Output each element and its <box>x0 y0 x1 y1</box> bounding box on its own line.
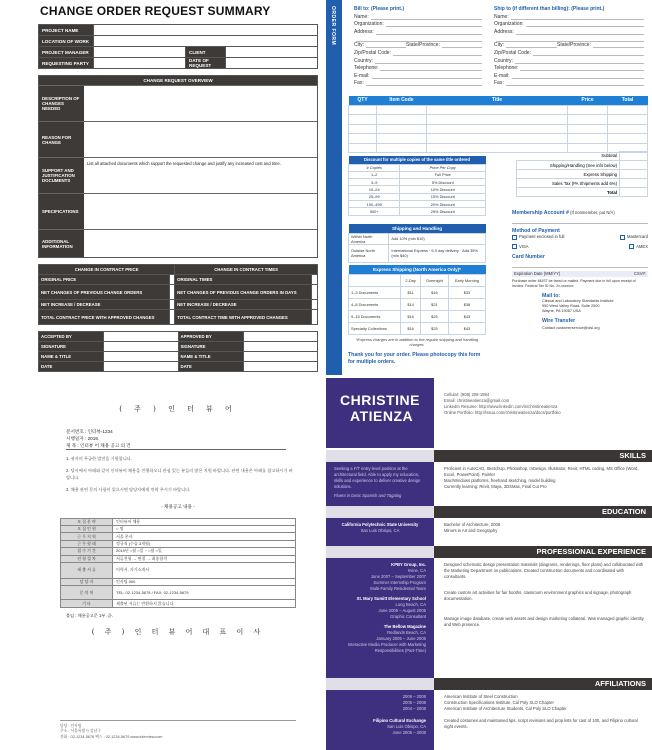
col-header: Total <box>608 96 648 105</box>
membership-input[interactable] <box>512 216 648 224</box>
addr-label: City: <box>354 42 364 49</box>
list-item: Mac/Windows platforms, freehand sketching, model building <box>444 478 556 483</box>
order-form-document <box>326 0 652 375</box>
addr-field[interactable] <box>354 21 482 29</box>
subtotal-value[interactable] <box>620 188 648 197</box>
change-order-document <box>38 0 318 375</box>
po-note: Purchase order MUST be faxed or mailed. Payment due in full upon receipt of invoice. Federal Tax ID No. 2x-xxxxxxx <box>512 279 636 289</box>
affiliations-right <box>444 694 644 730</box>
addr-label: Country: <box>354 57 373 64</box>
addr-field[interactable] <box>494 21 644 29</box>
table-row[interactable] <box>349 134 648 144</box>
section-title: AFFILIATIONS <box>594 679 646 688</box>
table-row: 근 무 형 태 정규직 (수습 3개월) <box>61 540 296 547</box>
checkbox-icon <box>620 235 625 240</box>
overview-label: REASON FOR CHANGE <box>39 122 84 157</box>
addr-field[interactable] <box>354 80 482 88</box>
overview-row[interactable] <box>39 229 317 257</box>
field-value[interactable] <box>226 47 318 58</box>
checkbox-icon <box>629 244 634 249</box>
addr-field[interactable] <box>354 58 482 66</box>
affiliations-left: 2006 – 2008 2005 – 2008 2004 – 2008 Filipino Cultural Exchange San Luis Obispo, CA June 2005 – 2008 <box>326 690 434 750</box>
mail-address: Clinical and Laboratory Standards Institute 950 West Valley Road, Suite 2500 Wayne, PA 19087 USA <box>542 299 614 314</box>
payment-option[interactable]: VISA <box>512 244 529 250</box>
section-band-skills <box>326 450 652 462</box>
change-order-title: CHANGE ORDER REQUEST SUMMARY <box>40 4 271 18</box>
name-last: ATIENZA <box>350 408 414 424</box>
field-label: REQUESTING PARTY <box>39 58 94 69</box>
contract-change-table <box>38 264 318 325</box>
addr-label: E-mail: <box>494 72 510 79</box>
table-row: 4–8 Documents $14 $21 $38 <box>349 298 486 310</box>
thanks-text: Thank you for your order. Please photocopy this form for multiple orders. <box>348 352 481 365</box>
overview-text <box>84 86 317 121</box>
table-row: 10–24 10% Discount <box>349 186 486 193</box>
col-header: Item Code <box>377 96 427 105</box>
table-row: 접 수 기 간 2019년 ○월 ○일 ~ ○월 ○일 <box>61 548 296 555</box>
payment-option[interactable]: Payment enclosed in full <box>512 234 564 240</box>
side-label: ORDER FORM <box>330 6 336 46</box>
table-row: Within North America Add 10% (min $10) <box>349 233 486 244</box>
letter-meta: 문서번호 : 인터뷰-1234 시행일자 : 2019. 제 목 : 인터뷰 어 채용 공고 의 건 <box>66 428 318 450</box>
portfolio-link[interactable]: Online Portfolio: http://issuu.com/christineatienza/docs/portfolio <box>444 410 561 415</box>
subtotal-label: Sales Tax (PA Shipments add 6%) <box>517 179 620 188</box>
list-item: American Institute of Steel Construction <box>444 694 518 699</box>
addr-field[interactable] <box>494 73 644 81</box>
sign-value[interactable] <box>104 362 179 372</box>
table-row: 기 타 제출된 서류는 반환하지 않습니다. <box>61 600 296 607</box>
overview-label: SPECIFICATIONS <box>39 194 84 229</box>
list-item: Create custom art activities for fair booths, classroom environment graphics and signage, photograph documentation. <box>444 590 632 601</box>
price-label: ORIGINAL PRICE <box>39 275 170 285</box>
addr-field[interactable] <box>494 50 644 58</box>
addr-field[interactable] <box>354 50 482 58</box>
state-label: State/Province: <box>406 42 440 49</box>
ship-to-block <box>494 6 644 88</box>
table-row: 1–3 Documents $11 $16 $33 <box>349 286 486 298</box>
table-row: 1–2 Full Price <box>349 171 486 178</box>
overview-row[interactable] <box>39 85 317 121</box>
addr-label: Address: <box>494 28 514 35</box>
overview-label: ADDITIONAL INFORMATION <box>39 230 84 257</box>
addr-label: E-mail: <box>354 72 370 79</box>
price-label: NET CHANGES OF PREVIOUS CHANGE ORDERS <box>39 285 170 300</box>
resume-document <box>326 378 652 750</box>
order-form-sidebar <box>326 0 342 375</box>
table-row[interactable] <box>349 115 648 125</box>
discount-table <box>348 156 486 216</box>
table-row: 100–499 20% Discount <box>349 200 486 207</box>
subtotal-label: Total <box>517 188 620 197</box>
linkedin-link[interactable]: LinkedIn Resume: http://www.linkedin.com/in/christineatienza <box>444 404 558 409</box>
wire-contact[interactable]: Contact customerservice@clsi.org <box>542 325 600 330</box>
field-value[interactable] <box>94 47 186 58</box>
list-item: American Institute of Architecture Students, Cal Poly SLO Chapter <box>444 706 567 711</box>
name-first: CHRISTINE <box>340 392 420 408</box>
addr-field[interactable] <box>494 29 644 37</box>
education-right: Bachelor of Architecture, 2008 Minors in Art and Geography <box>444 522 501 533</box>
sign-label: DATE <box>178 362 243 372</box>
table-row: 근 무 지 역 서울 본사 <box>61 533 296 540</box>
list-item: Designed schematic design presentation materials (diagrams, renderings, floor plans) and collaborated with the Marketing Department on publications. Created construction documents and coordinated with consultants. <box>444 562 644 579</box>
addr-field[interactable] <box>494 65 644 73</box>
overview-text: List all attached documents which support the requested change and justify any increased cost and time. <box>87 161 281 166</box>
letter-title: ( 주 ) 인 터 뷰 어 <box>119 405 237 413</box>
experience-left: KPBY Group, Inc. Irvine, CA June 2007 – September 2007 Summer Internship Program Multi-Family Residential Team St. Mary Sumitt Elementary School Long Beach, CA June 2005 – August 2005 Graphic Consultant The Bellow Magazine Redlands Beach, CA January 2005 – June 2005 Interactive Media Producer with Marketing Responsibilities (Part-Time) <box>326 558 434 678</box>
table-row: 문 의 처 TEL: 02-1234-5678 / FAX: 02-1234-5679 <box>61 586 296 600</box>
table-row: 담 당 자 인사팀 000 <box>61 578 296 585</box>
letter-paragraph: 2. 당사에서 아래와 같이 인터뷰어 채용을 진행하오니 관심 있는 분들의 많은 지원 바랍니다. 관련 내용은 아래를 참고하시기 바랍니다. <box>66 468 293 480</box>
addr-field[interactable] <box>494 14 644 22</box>
sign-label: SIGNATURE <box>39 342 104 352</box>
sign-label: NAME & TITLE <box>39 352 104 362</box>
csv-label[interactable]: CSV#: <box>633 271 646 277</box>
section-title: SKILLS <box>619 451 646 460</box>
time-value[interactable] <box>312 300 318 310</box>
list-item: Created costumes and maintained tips, script revisions and prop lists for cast of 100, and Filipino cultural night events. <box>444 718 638 729</box>
table-row: 25–99 15% Discount <box>349 193 486 200</box>
table-row[interactable] <box>349 124 648 134</box>
subtotal-value[interactable] <box>620 161 648 170</box>
overview-text <box>84 194 317 229</box>
email-link[interactable]: Email: christineatienza@gmail.com <box>444 398 510 403</box>
express-shipping-table: Express Shipping (North America Only)* 2-Day Overnight Early Morning 1–3 Documents $11 $16 $33 4–8 Documents $14 $21 $38 9–15 Documents $16 $25 $43 Specialty Collections $16 $25 $43 <box>348 265 486 335</box>
addr-label: Organization: <box>354 21 384 28</box>
list-item: Construction Specifications Institute, Cal Poly SLO Chapter <box>444 700 554 705</box>
addr-label: Zip/Postal Code: <box>354 49 391 56</box>
overview-header: CHANGE REQUEST OVERVIEW <box>39 76 317 85</box>
bill-to-heading: Bill to: (Please print.) <box>354 6 405 12</box>
addr-field[interactable] <box>354 42 482 50</box>
sign-value[interactable] <box>104 332 179 342</box>
resume-name <box>326 378 434 448</box>
attachment-note: 붙임 : 채용공고문 1부. 끝. <box>66 612 113 618</box>
letter-paragraph: 1. 귀사의 무궁한 발전을 기원합니다. <box>66 456 132 461</box>
addr-label: Organization: <box>494 21 524 28</box>
subtotal-label: Subtotal <box>601 153 617 159</box>
skills-list <box>444 466 644 490</box>
table-row: 9–15 Documents $16 $25 $43 <box>349 310 486 322</box>
addr-label: Fax: <box>354 80 364 87</box>
subtotal-value[interactable] <box>620 170 648 179</box>
bill-to-block <box>354 6 482 88</box>
section-title: EDUCATION <box>601 507 646 516</box>
table-row: 3–9 5% Discount <box>349 179 486 186</box>
field-label: CLIENT <box>186 47 226 58</box>
contact-block: Cellular: (909) 208-1984 Email: christineatienza@gmail.com LinkedIn Resume: http://www.linkedin.com/in/christineatienza Online Portfolio: http://issuu.com/christineatienza/docs/portfolio <box>444 392 561 415</box>
sign-label: ACCEPTED BY <box>39 332 104 342</box>
overview-row[interactable] <box>39 193 317 229</box>
field-label: LOCATION OF WORK <box>39 36 94 47</box>
shipping-table <box>348 224 486 263</box>
table-row: 모 집 인 원 ○ 명 <box>61 526 296 533</box>
table-row: 제 출 서 류 이력서, 자기소개서 <box>61 562 296 578</box>
signature-table <box>38 331 318 372</box>
table-row: 전 형 절 차 서류전형 → 면접 → 최종합격 <box>61 555 296 562</box>
price-label: TOTAL CONTRACT PRICE WITH APPROVED CHANGES <box>39 310 170 325</box>
overview-label: SUPPORT AND JUSTIFICATION DOCUMENTS <box>39 158 84 193</box>
checkbox-icon <box>512 244 517 249</box>
list-item: Manage image database, create web assets and design marketing collateral. Was managed graphic identity and Web presence. <box>444 616 644 627</box>
membership-hint: (If nonmember, put N/A) <box>570 210 615 215</box>
sign-value[interactable] <box>243 342 318 352</box>
sign-value[interactable] <box>243 352 318 362</box>
payment-option[interactable]: Mastercard <box>620 234 648 240</box>
overview-text <box>84 122 317 157</box>
section-title: PROFESSIONAL EXPERIENCE <box>536 547 646 556</box>
experience-right <box>444 562 644 628</box>
card-number-label: Card Number <box>512 253 545 260</box>
addr-label: Country: <box>494 57 513 64</box>
recruit-info-table <box>60 518 296 608</box>
overview-row[interactable] <box>39 121 317 157</box>
payment-option[interactable]: AMEX <box>629 244 648 250</box>
overview-label: DESCRIPTION OF CHANGES NEEDED <box>39 86 84 121</box>
overview-row[interactable] <box>39 157 317 193</box>
addr-label: Zip/Postal Code: <box>494 49 531 56</box>
price-header: CHANGE IN CONTRACT PRICE <box>39 265 175 275</box>
field-label: DATE OF REQUEST <box>186 58 226 69</box>
payment-panel <box>512 210 648 331</box>
field-label: PROJECT MANAGER <box>39 47 94 58</box>
tagline: Seeking a F/T entry-level position at the architectural field. Able to apply my education, skills and experience to deliver creative design solutions. Fluent in basic Spanish and Tagalog <box>326 462 434 508</box>
sign-value[interactable] <box>243 362 318 372</box>
time-label: ORIGINAL TIMES <box>175 275 312 285</box>
subtotal-label: Express Shipping <box>517 170 620 179</box>
subtotal-table <box>516 151 648 197</box>
time-label: NET INCREASE / DECREASE <box>175 300 312 310</box>
col-header: Title <box>427 96 568 105</box>
addr-field[interactable] <box>354 29 482 37</box>
section-band-experience <box>326 546 652 558</box>
time-label: TOTAL CONTRACT TIME WITH APPROVED CHANGES <box>175 310 312 325</box>
addr-field[interactable] <box>354 14 482 22</box>
sign-label: APPROVED BY <box>178 332 243 342</box>
discount-col: # Copies <box>349 164 400 171</box>
change-request-overview <box>38 75 318 258</box>
sign-label: DATE <box>39 362 104 372</box>
addr-field[interactable] <box>494 80 644 88</box>
addr-label: Telephone: <box>354 65 379 72</box>
time-value[interactable] <box>312 310 318 325</box>
time-value[interactable] <box>312 285 318 300</box>
subtotal-label: Shipping/Handling (See info below) <box>517 161 620 170</box>
table-row: Outside North America International Express · 5-9 day delivery · Add 35% (min $40) <box>349 244 486 262</box>
checkbox-icon <box>512 235 517 240</box>
project-info-table <box>38 24 318 69</box>
time-value[interactable] <box>312 275 318 285</box>
col-header: Price <box>568 96 608 105</box>
price-label: NET INCREASE / DECREASE <box>39 300 170 310</box>
payment-header: Method of Payment <box>512 228 560 235</box>
section-band-affiliations <box>326 678 652 690</box>
letter-footer: 담당 : 인사팀 주소 : 서울특별시 강남구 전화 : 02-1234-5678 팩스 : 02-1234-5679 www.interview.com <box>60 720 296 740</box>
field-value[interactable] <box>94 58 186 69</box>
sign-value[interactable] <box>104 352 179 362</box>
addr-field[interactable] <box>494 58 644 66</box>
table-row: 모 집 분 야 인터뷰어 채용 <box>61 518 296 525</box>
addr-label: City: <box>494 42 504 49</box>
express-header: Express Shipping (North America Only)* <box>349 265 486 274</box>
addr-field[interactable] <box>354 65 482 73</box>
addr-label: Name: <box>354 13 369 20</box>
table-row[interactable] <box>349 105 648 115</box>
express-note: *Express charges are in addition to the regular shipping and handling charges. <box>355 337 479 347</box>
list-item: Currently learning: Revit, Maya, 3DSMax, Final Cut Pro <box>444 484 547 489</box>
col-header: QTY <box>349 96 377 105</box>
letter-paragraph: 3. 채용 관련 문의 사항이 있으시면 담당자에게 연락 주시기 바랍니다. <box>66 487 191 493</box>
mail-to-label: Mail to: <box>542 293 561 300</box>
addr-label: Address: <box>354 28 374 35</box>
wire-transfer-label: Wire Transfer <box>542 318 576 325</box>
addr-field[interactable] <box>354 73 482 81</box>
sign-value[interactable] <box>243 332 318 342</box>
membership-label: Membership Account # <box>512 210 569 216</box>
field-value[interactable] <box>94 25 318 36</box>
signature-line: ( 주 ) 인 터 뷰 어 대 표 이 사 <box>91 627 265 636</box>
time-header: CHANGE IN CONTRACT TIMES <box>175 265 318 275</box>
addr-field[interactable] <box>494 42 644 50</box>
card-number-input[interactable] <box>512 260 648 268</box>
section-band-education <box>326 506 652 518</box>
sign-label: SIGNATURE <box>178 342 243 352</box>
field-label: PROJECT NAME <box>39 25 94 36</box>
addr-label: Fax: <box>494 80 504 87</box>
state-label: State/Province: <box>557 42 591 49</box>
field-value[interactable] <box>226 58 318 69</box>
sign-value[interactable] <box>104 342 179 352</box>
table-title: - 채용공고 내용 - <box>161 503 195 509</box>
ship-to-heading: Ship to (if different than billing): (Please print.) <box>494 6 605 12</box>
korean-official-letter <box>38 392 318 750</box>
education-left: California Polytechnic State University San Luis Obispo, CA <box>326 518 434 546</box>
addr-label: Name: <box>494 13 509 20</box>
discount-col: Price Per Copy <box>400 164 486 171</box>
discount-header: Discount for multiple copies of the same title ordered <box>349 156 486 164</box>
subtotal-value[interactable] <box>620 152 648 161</box>
table-row: Specialty Collections $16 $25 $43 <box>349 322 486 334</box>
time-label: NET CHANGES OF PREVIOUS CHANGE ORDERS IN DAYS <box>175 285 312 300</box>
overview-text <box>84 230 317 257</box>
table-row: 500+ 25% Discount <box>349 208 486 215</box>
order-items-table <box>348 96 648 153</box>
expiration-label[interactable]: Expiration Date (MM/YY) <box>514 271 561 277</box>
addr-label: Telephone: <box>494 65 519 72</box>
shipping-header: Shipping and Handling <box>349 224 486 233</box>
list-item: Proficient in AutoCAD, SketchUp, Photoshop, InDesign, Illustrator, Revit, HTML coding, MS Office (Word, Excel, PowerPoint), Painter <box>444 466 639 477</box>
subtotal-value[interactable] <box>620 179 648 188</box>
sign-label: NAME & TITLE <box>178 352 243 362</box>
field-value[interactable] <box>94 36 318 47</box>
